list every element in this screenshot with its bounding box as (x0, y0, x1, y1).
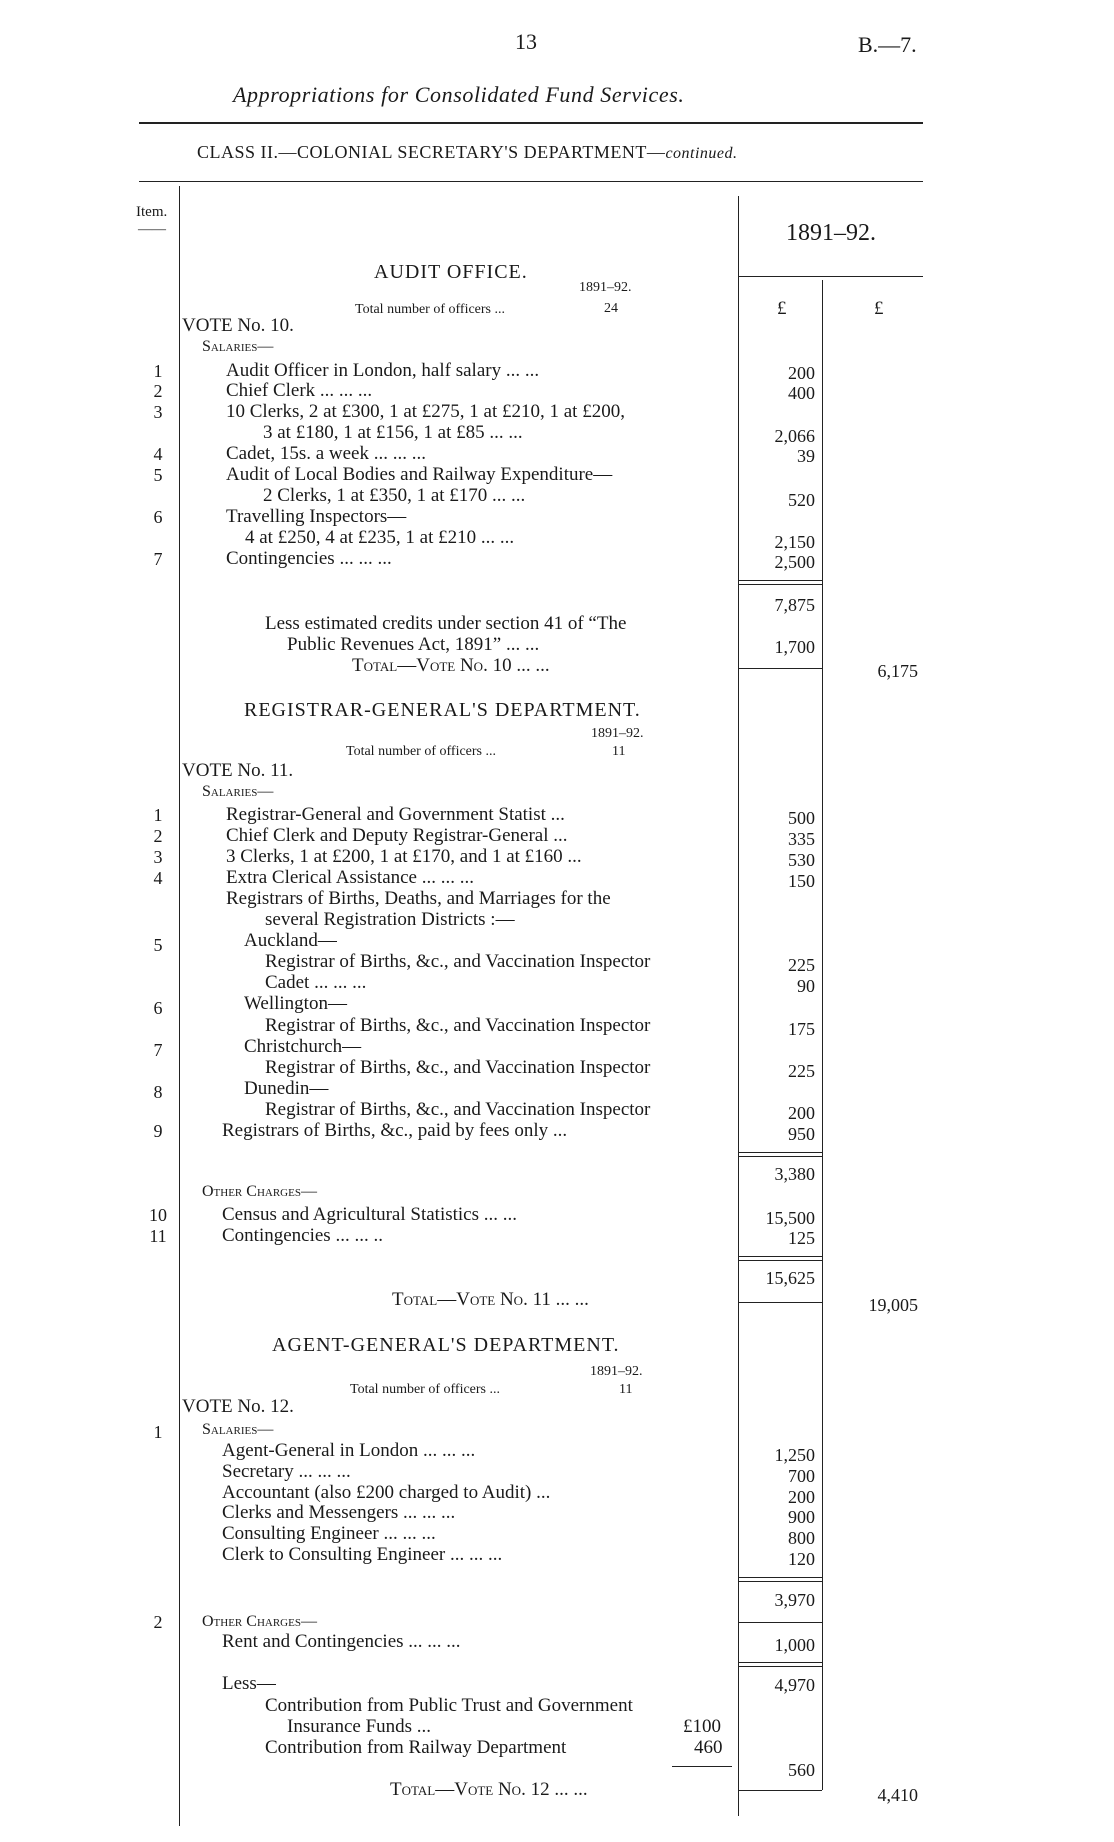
audit-row-text: 2 Clerks, 1 at £350, 1 at £170 ... ... (263, 485, 526, 506)
registrar-item-number: 3 (153, 847, 163, 867)
amount-column-divider (738, 196, 739, 1816)
agent-row-text: Accountant (also £200 charged to Audit) ... (222, 1482, 551, 1503)
audit-row-value: 2,150 (774, 532, 815, 552)
page-number: 13 (515, 29, 537, 54)
registrar-officers-count: 11 (612, 744, 626, 759)
registrar-row-value: 175 (788, 1019, 815, 1039)
audit-row-value: 2,500 (774, 552, 815, 572)
audit-row-value: 400 (788, 383, 815, 403)
audit-officers-count: 24 (604, 301, 618, 316)
registrar-row-text: Extra Clerical Assistance ... ... ... (226, 867, 474, 888)
registrar-row-text: Registrar of Births, &c., and Vaccination Inspector (265, 1099, 651, 1120)
registrar-row-text: several Registration Districts :— (265, 909, 515, 930)
page-title: Appropriations for Consolidated Fund Services. (233, 82, 685, 107)
audit-item-number: 1 (153, 361, 163, 381)
registrar-salaries-subtotal: 3,380 (774, 1164, 815, 1184)
agent-combined-rule (738, 1662, 822, 1663)
registrar-row-text: Auckland— (244, 930, 337, 951)
registrar-row-value: 225 (788, 1061, 815, 1081)
registrar-item-number: 11 (149, 1226, 167, 1246)
agent-row-value: 900 (788, 1507, 815, 1527)
vote-11-total-label: Total—Vote No. 11 ... ... (392, 1289, 589, 1310)
vote-11-total: 19,005 (868, 1295, 918, 1315)
registrar-subtotal-rule (738, 1256, 822, 1257)
registrar-other-row-value: 125 (788, 1228, 815, 1248)
registrar-item-number: 8 (153, 1082, 163, 1102)
agent-salaries-rule (738, 1581, 822, 1582)
vote-12-label: VOTE No. 12. (182, 1396, 294, 1417)
document-reference: B.—7. (858, 32, 917, 57)
registrar-row-text: 3 Clerks, 1 at £200, 1 at £170, and 1 at £160 ... (226, 846, 582, 867)
class-heading (197, 142, 738, 163)
audit-row-text: Chief Clerk ... ... ... (226, 380, 373, 401)
audit-row-text: 3 at £180, 1 at £156, 1 at £85 ... ... (263, 422, 523, 443)
vote-12-total-rule (738, 1790, 822, 1791)
registrar-officers-year: 1891–92. (591, 726, 644, 741)
agent-contribution-total: 560 (788, 1760, 815, 1780)
agent-row-value: 1,250 (774, 1445, 815, 1465)
item-column-divider (179, 186, 180, 1826)
sub-amount-divider (822, 280, 823, 1790)
registrar-item-number: 9 (153, 1121, 163, 1141)
audit-salaries-label: Salaries— (202, 338, 274, 355)
agent-contribution-line1: Contribution from Public Trust and Government (265, 1695, 633, 1716)
item-column-dash: —— (138, 222, 166, 237)
vote-10-label: VOTE No. 10. (182, 315, 294, 336)
class-heading-main: CLASS II.—COLONIAL SECRETARY'S DEPARTMENT— (197, 142, 666, 162)
vote-11-total-rule (738, 1302, 822, 1303)
audit-row-text: Audit Officer in London, half salary ... ... (226, 360, 540, 381)
audit-item-number: 2 (153, 381, 163, 401)
agent-salaries-subtotal: 3,970 (774, 1590, 815, 1610)
registrar-item-number: 4 (153, 868, 163, 888)
pound-sign-right: £ (874, 298, 884, 319)
vote-10-total-label: Total—Vote No. 10 ... ... (352, 655, 550, 676)
audit-item-number: 7 (153, 549, 163, 569)
audit-item-number: 3 (153, 402, 163, 422)
agent-row-value: 120 (788, 1549, 815, 1569)
audit-row-value: 2,066 (774, 426, 815, 446)
audit-subtotal-rule (738, 580, 822, 581)
year-column-header: 1891–92. (786, 220, 876, 246)
agent-contribution-rule (672, 1766, 732, 1767)
agent-row-text: Consulting Engineer ... ... ... (222, 1523, 436, 1544)
pound-sign-left: £ (777, 298, 787, 319)
audit-officers-label: Total number of officers ... (355, 302, 505, 317)
vote-12-total-label: Total—Vote No. 12 ... ... (390, 1779, 588, 1800)
title-rule (139, 122, 923, 124)
audit-less-credits-value: 1,700 (774, 637, 815, 657)
registrar-row-value: 90 (797, 976, 815, 996)
registrar-row-text: Chief Clerk and Deputy Registrar-General ... (226, 825, 568, 846)
table-top-rule (139, 181, 923, 182)
audit-row-value: 520 (788, 490, 815, 510)
registrar-item-number: 1 (153, 805, 163, 825)
audit-row-text: Travelling Inspectors— (226, 506, 407, 527)
agent-contribution-line2: Insurance Funds ... (287, 1716, 432, 1737)
agent-row-text: Secretary ... ... ... (222, 1461, 351, 1482)
registrar-row-value: 500 (788, 808, 815, 828)
audit-officers-year: 1891–92. (579, 280, 632, 295)
audit-row-value: 200 (788, 363, 815, 383)
agent-contribution-amount-public-trust: £100 (683, 1716, 721, 1737)
vote-10-total: 6,175 (877, 661, 918, 681)
vote-12-total: 4,410 (877, 1785, 918, 1805)
year-header-rule (738, 276, 923, 277)
audit-row-text: 10 Clerks, 2 at £300, 1 at £275, 1 at £210, 1 at £200, (226, 401, 625, 422)
registrar-row-value: 150 (788, 871, 815, 891)
audit-row-text: 4 at £250, 4 at £235, 1 at £210 ... ... (245, 527, 515, 548)
agent-other-row-value: 1,000 (774, 1635, 815, 1655)
registrar-item-number: 6 (153, 998, 163, 1018)
registrar-salaries-rule (738, 1152, 822, 1153)
audit-item-number: 4 (153, 444, 163, 464)
registrar-item-number: 2 (153, 826, 163, 846)
registrar-row-text: Registrar of Births, &c., and Vaccination Inspector (265, 1015, 651, 1036)
vote-10-total-rule (738, 668, 822, 669)
registrar-row-text: Wellington— (244, 993, 347, 1014)
audit-row-text: Audit of Local Bodies and Railway Expenditure— (226, 464, 613, 485)
audit-item-number: 5 (153, 465, 163, 485)
audit-row-value: 39 (797, 446, 815, 466)
agent-combined-subtotal: 4,970 (774, 1675, 815, 1695)
agent-contribution-line3: Contribution from Railway Department (265, 1737, 567, 1758)
registrar-item-number: 5 (153, 935, 163, 955)
audit-less-credits-line1: Less estimated credits under section 41 of “The (265, 613, 627, 634)
registrar-other-row-text: Census and Agricultural Statistics ... ... (222, 1204, 518, 1225)
registrar-row-text: Registrars of Births, Deaths, and Marriages for the (226, 888, 611, 909)
audit-subtotal: 7,875 (774, 595, 815, 615)
agent-less-label: Less— (222, 1673, 276, 1694)
class-heading-cont: continued. (665, 145, 738, 162)
agent-row-value: 800 (788, 1528, 815, 1548)
registrar-row-value: 225 (788, 955, 815, 975)
agent-other-rule (738, 1622, 822, 1623)
registrar-officers-label: Total number of officers ... (346, 744, 496, 759)
registrar-row-value: 335 (788, 829, 815, 849)
agent-row-text: Clerks and Messengers ... ... ... (222, 1502, 456, 1523)
audit-subtotal-rule (738, 584, 822, 585)
registrar-row-text: Registrar of Births, &c., and Vaccination Inspector (265, 1057, 651, 1078)
registrar-item-number: 7 (153, 1040, 163, 1060)
registrar-heading: REGISTRAR-GENERAL'S DEPARTMENT. (244, 699, 641, 721)
registrar-row-text: Registrar of Births, &c., and Vaccination Inspector (265, 951, 651, 972)
audit-row-text: Contingencies ... ... ... (226, 548, 392, 569)
agent-other-row-text: Rent and Contingencies ... ... ... (222, 1631, 461, 1652)
agent-row-text: Clerk to Consulting Engineer ... ... ... (222, 1544, 503, 1565)
agent-other-item-number: 2 (153, 1612, 163, 1632)
audit-row-text: Cadet, 15s. a week ... ... ... (226, 443, 426, 464)
agent-salaries-item-number: 1 (153, 1422, 163, 1442)
registrar-salaries-label: Salaries— (202, 783, 274, 800)
agent-combined-rule (738, 1666, 822, 1667)
registrar-other-row-value: 15,500 (765, 1208, 815, 1228)
audit-less-credits-line2: Public Revenues Act, 1891” ... ... (287, 634, 540, 655)
agent-contribution-amount-railway: 460 (694, 1737, 723, 1758)
registrar-row-text: Registrars of Births, &c., paid by fees only ... (222, 1120, 568, 1141)
registrar-row-text: Cadet ... ... ... (265, 972, 367, 993)
agent-officers-count: 11 (619, 1382, 633, 1397)
registrar-row-text: Registrar-General and Government Statist ... (226, 804, 565, 825)
registrar-row-text: Christchurch— (244, 1036, 362, 1057)
agent-row-value: 700 (788, 1466, 815, 1486)
registrar-other-charges-label: Other Charges— (202, 1183, 317, 1200)
agent-officers-year: 1891–92. (590, 1364, 643, 1379)
agent-other-charges-label: Other Charges— (202, 1613, 317, 1630)
agent-row-text: Agent-General in London ... ... ... (222, 1440, 476, 1461)
item-column-header: Item. (136, 204, 168, 220)
vote-11-label: VOTE No. 11. (182, 760, 294, 781)
agent-salaries-label: Salaries— (202, 1421, 274, 1438)
agent-salaries-rule (738, 1577, 822, 1578)
agent-row-value: 200 (788, 1487, 815, 1507)
audit-office-heading: AUDIT OFFICE. (374, 261, 528, 283)
registrar-subtotal-rule (738, 1260, 822, 1261)
registrar-other-row-text: Contingencies ... ... .. (222, 1225, 383, 1246)
registrar-row-value: 530 (788, 850, 815, 870)
audit-item-number: 6 (153, 507, 163, 527)
registrar-subtotal: 15,625 (765, 1268, 815, 1288)
agent-general-heading: AGENT-GENERAL'S DEPARTMENT. (272, 1334, 620, 1356)
registrar-salaries-rule (738, 1156, 822, 1157)
agent-officers-label: Total number of officers ... (350, 1382, 500, 1397)
registrar-row-value: 950 (788, 1124, 815, 1144)
registrar-row-value: 200 (788, 1103, 815, 1123)
registrar-row-text: Dunedin— (244, 1078, 329, 1099)
registrar-item-number: 10 (149, 1205, 167, 1225)
